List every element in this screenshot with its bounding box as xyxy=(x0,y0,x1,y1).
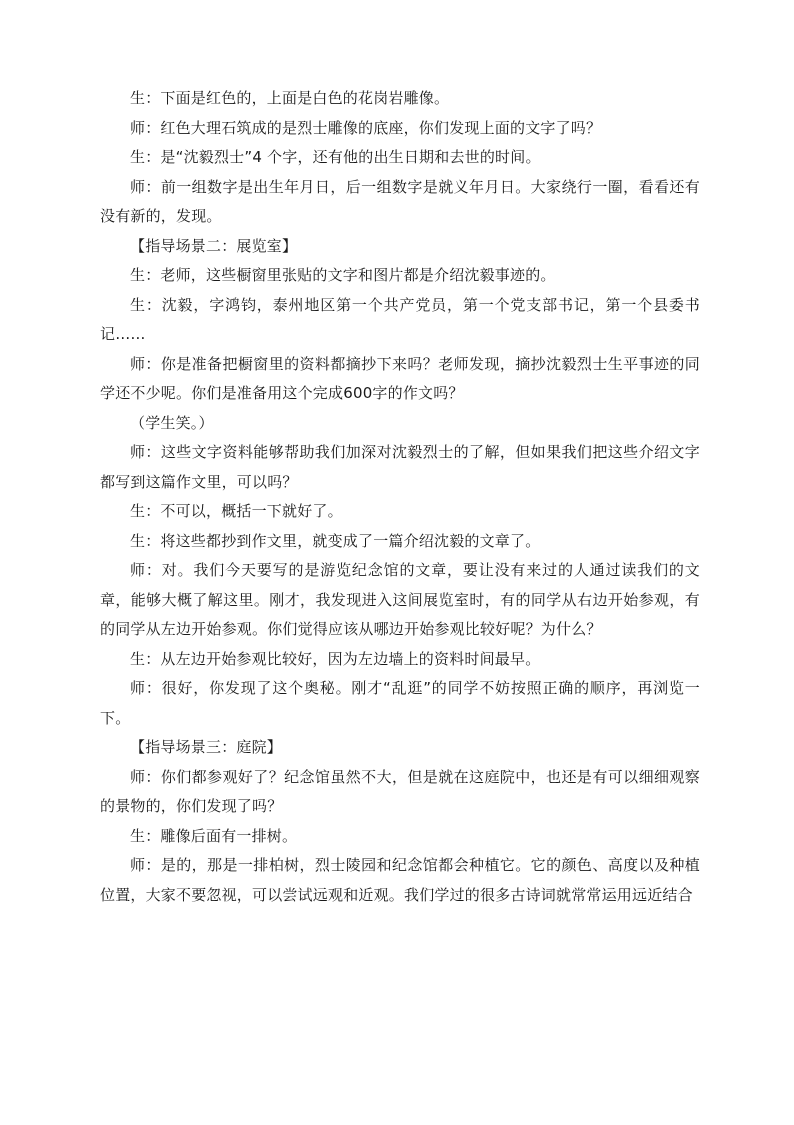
stage-note: （学生笑。） xyxy=(130,413,214,432)
dialogue-paragraph: 生：老师，这些橱窗里张贴的文字和图片都是介绍沈毅事迹的。 xyxy=(130,266,556,284)
dialogue-paragraph: 师：红色大理石筑成的是烈士雕像的底座，你们发现上面的文字了吗？ xyxy=(130,118,602,137)
dialogue-paragraph: 生：从左边开始参观比较好，因为左边墙上的资料时间最早。 xyxy=(130,649,541,668)
dialogue-paragraph: 师：很好，你发现了这个奥秘。刚才“乱逛”的同学不妨按照正确的顺序，再浏览一下。 xyxy=(100,679,700,727)
document-body xyxy=(100,84,700,910)
dialogue-paragraph: 生：沈毅，字鸿钧，泰州地区第一个共产党员，第一个党支部书记，第一个县委书记…… xyxy=(100,295,700,343)
dialogue-paragraph: 生：下面是红色的，上面是白色的花岗岩雕像。 xyxy=(130,89,450,107)
section-heading: 【指导场景二：展览室】 xyxy=(130,236,298,255)
dialogue-paragraph: 师：对。我们今天要写的是游览纪念馆的文章，要让没有来过的人通过读我们的文章，能够大概了解这里。刚才，我发现进入这间展览室时，有的同学从右边开始参观，有的同学从左边开始参观。你们觉得应该从哪边开始参观比较好呢？为什么？ xyxy=(100,561,700,638)
dialogue-paragraph: 生：雕像后面有一排树。 xyxy=(130,826,298,845)
dialogue-paragraph: 师：你是准备把橱窗里的资料都摘抄下来吗？老师发现，摘抄沈毅烈士生平事迹的同学还不少呢。你们是准备用这个完成600字的作文吗？ xyxy=(100,354,700,402)
dialogue-paragraph: 师：这些文字资料能够帮助我们加深对沈毅烈士的了解，但如果我们把这些介绍文字都写到这篇作文里，可以吗？ xyxy=(100,443,700,491)
section-heading: 【指导场景三：庭院】 xyxy=(130,738,283,756)
dialogue-paragraph: 生：不可以，概括一下就好了。 xyxy=(130,502,343,520)
dialogue-paragraph: 师：你们都参观好了？纪念馆虽然不大，但是就在这庭院中，也还是有可以细细观察的景物的，你们发现了吗？ xyxy=(100,767,700,815)
dialogue-paragraph: 生：是“沈毅烈士”4 个字，还有他的出生日期和去世的时间。 xyxy=(130,148,541,166)
dialogue-paragraph: 生：将这些都抄到作文里，就变成了一篇介绍沈毅的文章了。 xyxy=(130,531,541,550)
dialogue-paragraph: 师：前一组数字是出生年月日，后一组数字是就义年月日。大家绕行一圈，看看还有没有新的，发现。 xyxy=(100,177,700,225)
dialogue-paragraph: 师：是的，那是一排柏树，烈士陵园和纪念馆都会种植它。它的颜色、高度以及种植位置，大家不要忽视，可以尝试远观和近观。我们学过的很多古诗词就常常运用远近结合 xyxy=(100,856,700,904)
